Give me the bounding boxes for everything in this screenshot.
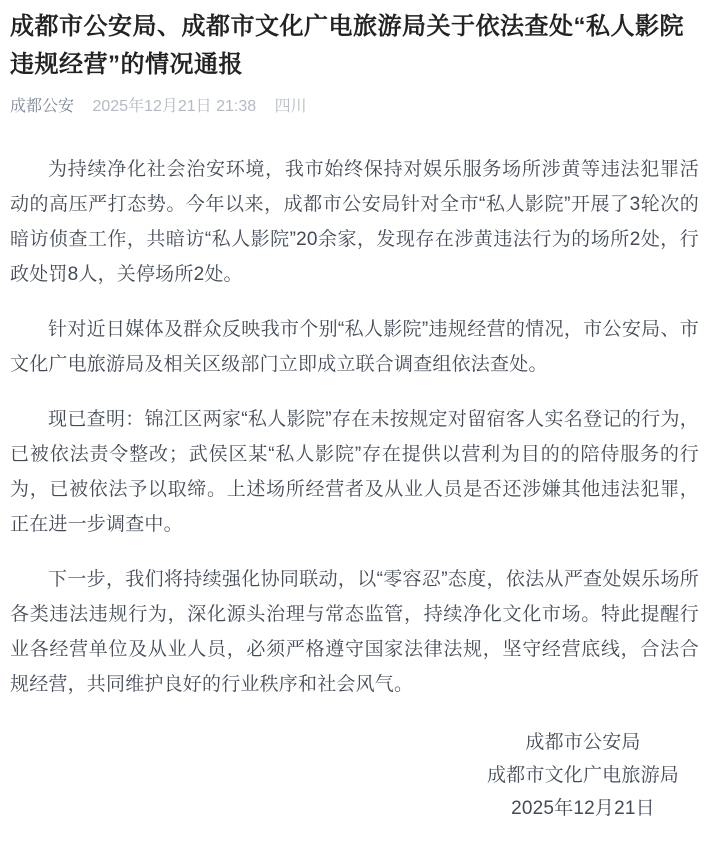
publish-location: 四川: [274, 98, 307, 115]
paragraph-2: 针对近日媒体及群众反映我市个别“私人影院”违规经营的情况，市公安局、市文化广电旅游局及相关区级部门立即成立联合调查组依法查处。: [10, 319, 699, 375]
publish-datetime: 2025年12月21日 21:38: [92, 98, 257, 115]
paragraph-4: 下一步，我们将持续强化协同联动，以“零容忍”态度，依法从严查处娱乐场所各类违法违规行为，深化源头治理与常态监管，持续净化文化市场。特此提醒行业各经营单位及从业人员，必须严格遵守国家法律法规，坚守经营底线，合法合规经营，共同维护良好的行业秩序和社会风气。: [10, 569, 699, 695]
paragraph-3: 现已查明：锦江区两家“私人影院”存在未按规定对留宿客人实名登记的行为，已被依法责令整改；武侯区某“私人影院”存在提供以营利为目的的陪侍服务的行为，已被依法予以取缔。上述场所经营者及从业人员是否还涉嫌其他违法犯罪，正在进一步调查中。: [10, 409, 699, 535]
article-body: [10, 152, 699, 702]
article-source-link[interactable]: 成都公安: [10, 98, 75, 115]
signature-line-agency-2: 成都市文化广电旅游局: [486, 765, 679, 786]
article-title: 成都市公安局、成都市文化广电旅游局关于依法查处“私人影院违规经营”的情况通报: [10, 13, 684, 78]
signature-line-agency-1: 成都市公安局: [525, 732, 641, 753]
paragraph-1: 为持续净化社会治安环境，我市始终保持对娱乐服务场所涉黄等违法犯罪活动的高压严打态势。今年以来，成都市公安局针对全市“私人影院”开展了3轮次的暗访侦查工作，共暗访“私人影院”20余家，发现存在涉黄违法行为的场所2处，行政处罚8人，关停场所2处。: [10, 159, 699, 285]
article-meta: [10, 96, 699, 118]
signature-block: [487, 726, 679, 825]
signature-line-date: 2025年12月21日: [511, 798, 655, 819]
